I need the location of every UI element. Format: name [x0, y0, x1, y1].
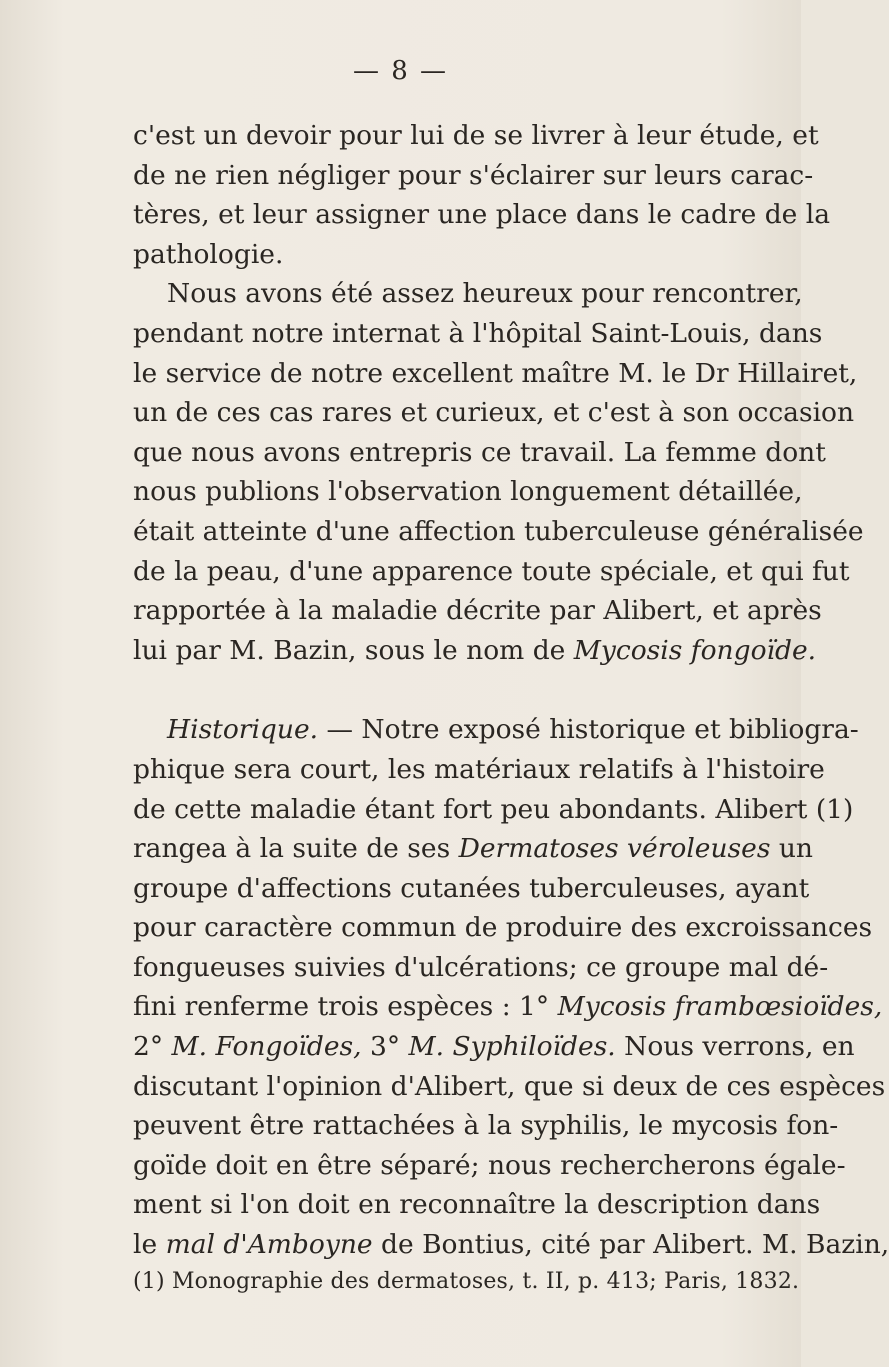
italic-term: M. Fongoïdes,: [171, 1031, 362, 1063]
italic-term: Dermatoses véroleuses: [458, 833, 771, 865]
text-line: [133, 1027, 855, 1067]
italic-term: mal d'Amboyne: [165, 1229, 373, 1261]
text-run: Nous verrons, en: [615, 1031, 855, 1063]
text-line: Nous avons été assez heureux pour rencontrer,: [167, 278, 803, 310]
text-line: rapportée à la maladie décrite par Alibert, et après: [133, 595, 822, 627]
text-line: goïde doit en être séparé; nous rechercherons égale-: [133, 1149, 846, 1181]
text-run: — Notre exposé historique et bibliogra-: [318, 714, 859, 746]
text-line: tères, et leur assigner une place dans le cadre de la: [133, 199, 831, 231]
text-line: de ne rien négliger pour s'éclairer sur leurs carac-: [133, 159, 814, 191]
text-line: [133, 987, 883, 1027]
text-line: un de ces cas rares et curieux, et c'est à son occasion: [133, 397, 855, 429]
italic-term: Mycosis frambœsioïdes,: [557, 991, 883, 1023]
text-line: phique sera court, les matériaux relatifs à l'histoire: [133, 753, 825, 785]
text-run: le: [133, 1229, 166, 1261]
text-line: [133, 710, 859, 750]
footnote: (1) Monographie des dermatoses, t. II, p. 413; Paris, 1832.: [133, 1269, 800, 1294]
text-run: 2°: [133, 1031, 172, 1063]
text-line: pendant notre internat à l'hôpital Saint-Louis, dans: [133, 317, 823, 349]
text-line: de cette maladie étant fort peu abondants. Alibert (1): [133, 793, 854, 825]
text-run: rangea à la suite de ses: [133, 833, 459, 865]
text-run: 3°: [361, 1031, 409, 1063]
text-line: peuvent être rattachées à la syphilis, le mycosis fon-: [133, 1110, 839, 1142]
italic-term: Mycosis fongoïde.: [573, 634, 817, 666]
text-line: groupe d'affections cutanées tuberculeuses, ayant: [133, 872, 810, 904]
text-line: était atteinte d'une affection tuberculeuse généralisée: [133, 515, 864, 547]
text-run: fini renferme trois espèces : 1°: [133, 991, 558, 1023]
section-heading: Historique.: [167, 714, 319, 746]
text-line: discutant l'opinion d'Alibert, que si deux de ces espèces: [133, 1070, 886, 1102]
text-line: [133, 1225, 889, 1265]
text-line: le service de notre excellent maître M. le Dr Hillairet,: [133, 357, 858, 389]
text-line: pathologie.: [133, 238, 284, 270]
text-line: nous publions l'observation longuement détaillée,: [133, 476, 803, 508]
text-line: ment si l'on doit en reconnaître la description dans: [133, 1189, 821, 1221]
body-text: [133, 116, 889, 1265]
text-line: de la peau, d'une apparence toute spéciale, et qui fut: [133, 555, 850, 587]
text-run: de Bontius, cité par Alibert. M. Bazin,: [372, 1229, 889, 1261]
text-line: pour caractère commun de produire des excroissances: [133, 912, 873, 944]
text-line: fongueuses suivies d'ulcérations; ce groupe mal dé-: [133, 951, 829, 983]
page-number: — 8 —: [352, 56, 449, 86]
italic-term: M. Syphiloïdes.: [408, 1031, 616, 1063]
text-line: que nous avons entrepris ce travail. La femme dont: [133, 436, 826, 468]
text-line: [133, 631, 817, 671]
text-run: un: [770, 833, 813, 865]
text-line: [133, 829, 813, 869]
paragraph-gap: [133, 670, 773, 710]
text-run: lui par M. Bazin, sous le nom de: [133, 634, 574, 666]
text-line: c'est un devoir pour lui de se livrer à leur étude, et: [133, 120, 819, 151]
